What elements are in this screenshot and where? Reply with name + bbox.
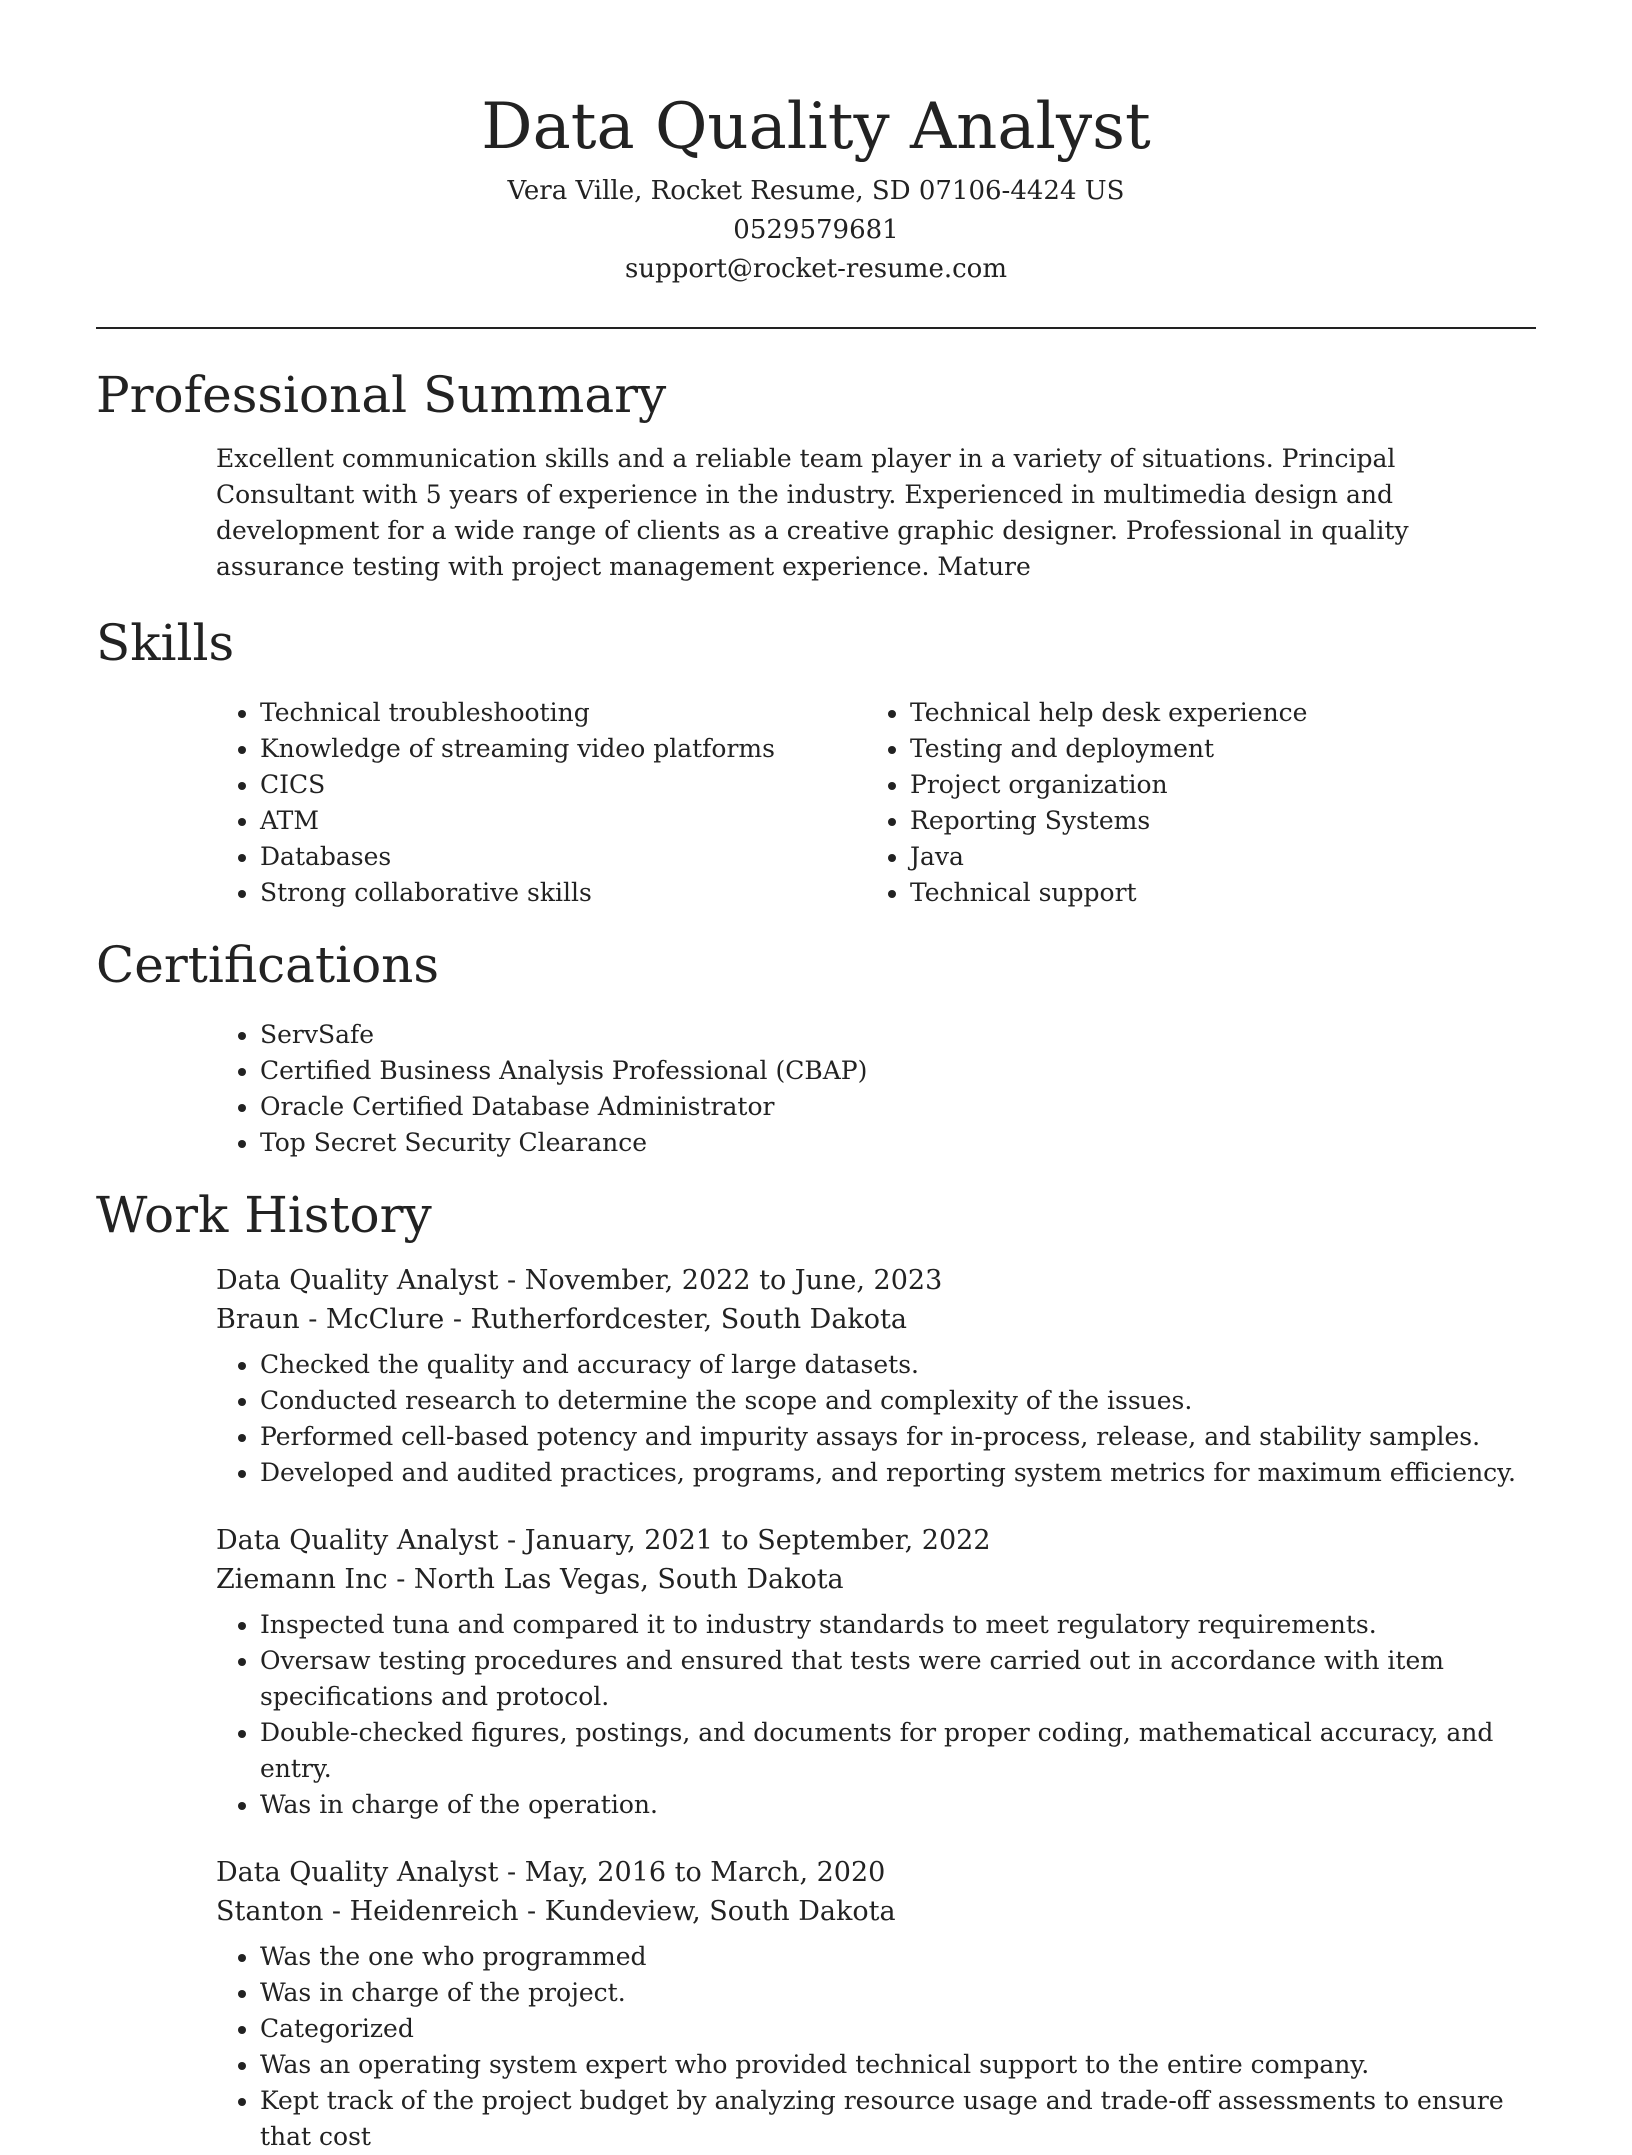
skills-heading: Skills: [96, 614, 235, 672]
job-title-line: Data Quality Analyst - May, 2016 to March, 2020: [216, 1857, 886, 1888]
job-title-line: Data Quality Analyst - January, 2021 to September, 2022: [216, 1525, 991, 1556]
skill-item: • Technical help desk experience: [910, 695, 1516, 731]
skill-item: • Technical support: [910, 875, 1516, 911]
skills-column-left: [216, 695, 866, 911]
skill-item: • Knowledge of streaming video platforms: [260, 731, 866, 767]
job-bullet: • Was in charge of the project.: [260, 1975, 1536, 2011]
certifications-heading: Certifications: [96, 936, 440, 994]
job-company-line: Braun - McClure - Rutherfordcester, South Dakota: [216, 1304, 907, 1335]
job-company-line: Ziemann Inc - North Las Vegas, South Dakota: [216, 1564, 844, 1595]
job-bullet: • Checked the quality and accuracy of large datasets.: [260, 1347, 1536, 1383]
contact-address: Vera Ville, Rocket Resume, SD 07106-4424 US: [507, 176, 1125, 206]
skills-section: [96, 611, 1536, 911]
job-bullet: • Was the one who programmed: [260, 1939, 1536, 1975]
job-bullets: [216, 1939, 1536, 2155]
skill-item: • Databases: [260, 839, 866, 875]
job-bullet: • Oversaw testing procedures and ensured that tests were carried out in accordance with item specifications and protocol.: [260, 1643, 1536, 1715]
certifications-block: [216, 1017, 1536, 1161]
job-bullets: [216, 1607, 1536, 1823]
job-entry: [216, 1521, 1536, 1823]
skills-column-right: [866, 695, 1516, 911]
job-company-line: Stanton - Heidenreich - Kundeview, South Dakota: [216, 1896, 896, 1927]
job-title-line: Data Quality Analyst - November, 2022 to June, 2023: [216, 1265, 943, 1296]
job-bullet: • Conducted research to determine the scope and complexity of the issues.: [260, 1383, 1536, 1419]
certification-item: • Certified Business Analysis Professional (CBAP): [260, 1053, 1536, 1089]
certifications-section: [96, 933, 1536, 1161]
certification-item: • Oracle Certified Database Administrator: [260, 1089, 1536, 1125]
summary-text: Excellent communication skills and a reliable team player in a variety of situations. Principal Consultant with 5 years of experience in the industry. Experienced in multimedia design and development for a wide range of clients as a creative graphic designer. Professional in quality assurance testing with project management experience. Mature: [216, 444, 1409, 581]
skill-item: • Strong collaborative skills: [260, 875, 866, 911]
job-bullet: • Double-checked figures, postings, and documents for proper coding, mathematical accuracy, and entry.: [260, 1715, 1536, 1787]
summary-section: [96, 363, 1536, 585]
certification-item: • Top Secret Security Clearance: [260, 1125, 1536, 1161]
job-bullets: [216, 1347, 1536, 1491]
resume-header: [96, 0, 1536, 289]
work-history-section: [96, 1183, 1536, 2155]
skill-item: • Testing and deployment: [910, 731, 1516, 767]
work-history-heading: Work History: [96, 1186, 432, 1244]
skill-item: • Project organization: [910, 767, 1516, 803]
resume-page: [96, 0, 1536, 2155]
job-bullet: • Kept track of the project budget by analyzing resource usage and trade-off assessments to ensure that cost: [260, 2083, 1536, 2155]
contact-email: support@rocket-resume.com: [624, 254, 1007, 284]
summary-heading: Professional Summary: [96, 366, 667, 424]
skills-list-left: [216, 695, 866, 911]
contact-phone: 0529579681: [733, 215, 899, 245]
skills-list-right: [866, 695, 1516, 911]
job-entry: [216, 1853, 1536, 2155]
job-bullet: • Performed cell-based potency and impurity assays for in-process, release, and stability samples.: [260, 1419, 1536, 1455]
skill-item: • CICS: [260, 767, 866, 803]
skill-item: • Technical troubleshooting: [260, 695, 866, 731]
job-bullet: • Categorized: [260, 2011, 1536, 2047]
certifications-list: [216, 1017, 1536, 1161]
resume-name: Data Quality Analyst: [481, 90, 1151, 164]
skill-item: • ATM: [260, 803, 866, 839]
job-bullet: • Inspected tuna and compared it to industry standards to meet regulatory requirements.: [260, 1607, 1536, 1643]
certification-item: • ServSafe: [260, 1017, 1536, 1053]
skill-item: • Reporting Systems: [910, 803, 1516, 839]
job-bullet: • Was in charge of the operation.: [260, 1787, 1536, 1823]
header-divider: [96, 327, 1536, 329]
job-bullet: • Developed and audited practices, programs, and reporting system metrics for maximum efficiency.: [260, 1455, 1536, 1491]
skills-columns: [216, 695, 1536, 911]
skill-item: • Java: [910, 839, 1516, 875]
job-bullet: • Was an operating system expert who provided technical support to the entire company.: [260, 2047, 1536, 2083]
job-entry: [216, 1261, 1536, 1491]
